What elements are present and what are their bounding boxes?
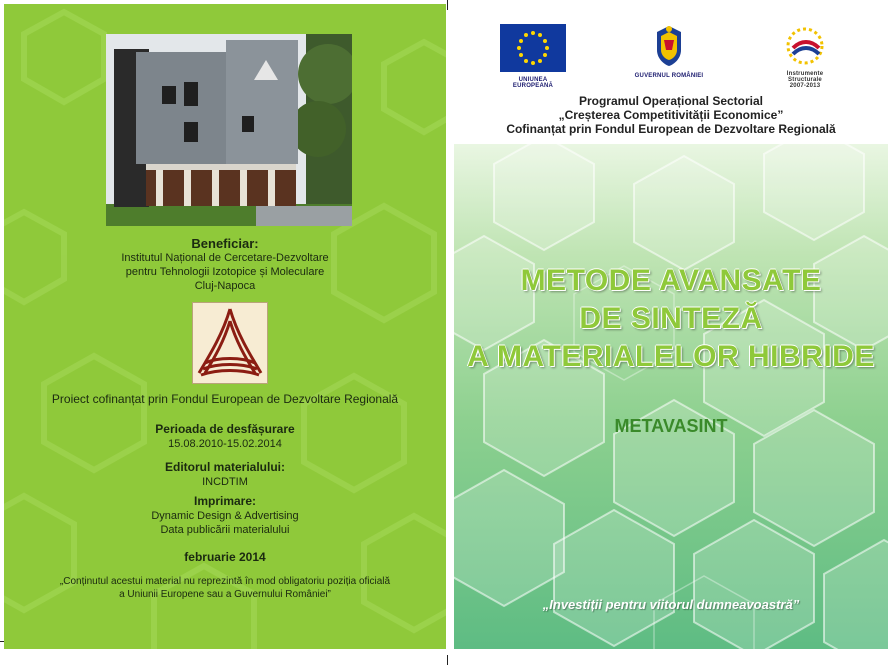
structural-instruments-logo (770, 26, 840, 89)
period-value: 15.08.2010-15.02.2014 (168, 438, 282, 450)
building-photo (106, 34, 352, 226)
front-cover-panel (454, 4, 888, 649)
cofinance-text: Proiect cofinanțat prin Fondul European de Dezvoltare Regională (51, 392, 399, 406)
publication-date-label: Data publicării materialului (160, 524, 290, 536)
editor-heading: Editorul materialului: (164, 460, 285, 474)
coat-of-arms-icon (654, 24, 684, 68)
hexagon-pattern (454, 144, 888, 649)
government-logo (634, 24, 704, 79)
slogan: „Investiții pentru viitorul dumneavoastră” (542, 597, 800, 612)
project-acronym: METAVASINT (614, 416, 728, 436)
instruments-caption-1: Instrumente Structurale (786, 71, 824, 83)
publication-date: februarie 2014 (184, 550, 266, 564)
crop-mark (447, 0, 448, 10)
government-caption: GUVERNUL ROMÂNIEI (634, 73, 704, 79)
beneficiary-heading: Beneficiar: (191, 236, 259, 251)
back-cover-panel (4, 4, 446, 649)
title-line-2: DE SINTEZĂ (579, 302, 763, 335)
instruments-star-icon (783, 26, 827, 66)
institute-line-2: pentru Tehnologii Izotopice și Moleculare (125, 266, 325, 278)
program-block (454, 94, 888, 136)
cover-title (454, 262, 888, 376)
editor-value: INCDTIM (202, 476, 248, 488)
disclaimer-line-1: „Conținutul acestui material nu reprezintă în mod obligatoriu poziția oficială (59, 576, 391, 587)
eu-caption: UNIUNEA EUROPEANĂ (512, 77, 554, 89)
title-line-1: METODE AVANSATE (520, 264, 822, 297)
program-line-1: Programul Operațional Sectorial (578, 94, 764, 108)
institute-line-1: Institutul Național de Cercetare-Dezvoltare (121, 252, 329, 264)
instruments-caption-2: 2007-2013 (789, 83, 821, 89)
program-line-2: „Creșterea Competitivității Economice” (558, 108, 784, 122)
title-line-3: A MATERIALELOR HIBRIDE (467, 340, 875, 373)
institute-logo (192, 302, 268, 384)
cover-artwork (454, 144, 888, 649)
eu-logo (498, 24, 568, 89)
print-heading: Imprimare: (193, 494, 257, 508)
program-line-3: Cofinanțat prin Fondul European de Dezvoltare Regională (506, 122, 836, 136)
print-value: Dynamic Design & Advertising (151, 510, 299, 522)
period-heading: Perioada de desfășurare (155, 422, 295, 436)
disclaimer-line-2: a Uniunii Europene sau a Guvernului României” (119, 589, 331, 600)
crop-mark (447, 655, 448, 665)
eu-flag-icon (500, 24, 566, 72)
institute-city: Cluj-Napoca (194, 280, 256, 292)
